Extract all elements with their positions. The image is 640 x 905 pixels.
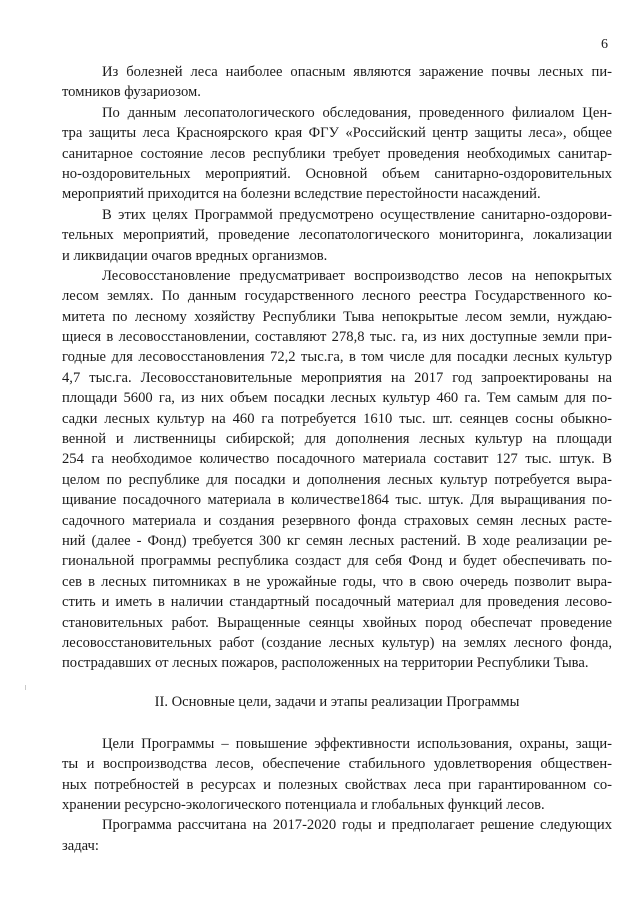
text-line: гиональной программы республика создаст для себя Фонд и будет обеспечивать по-	[62, 553, 612, 570]
text-line: становительных работ. Выращенные сеянцы хвойных пород обеспечат проведение	[62, 614, 612, 631]
text-line: щиеся в лесовосстановлении, составляют 278,8 тыс. га, из них доступные земли при-	[62, 329, 612, 346]
text-line: По данным лесопатологического обследования, проведенного филиалом Цен-	[102, 104, 612, 121]
text-line: лесом землях. По данным государственного лесного реестра Государственного ко-	[62, 288, 612, 305]
text-line: тра защиты леса Красноярского края ФГУ «Российский центр защиты леса», общее	[62, 125, 612, 142]
text-line: 4,7 тыс.га. Лесовосстановительные мероприятия на 2017 год запроектированы на	[62, 369, 612, 386]
text-line: ных потребностей в ресурсах и полезных свойствах леса при гарантированном со-	[62, 776, 612, 793]
spacer	[62, 674, 612, 692]
text-line: Лесовосстановление предусматривает воспроизводство лесов на непокрытых	[102, 267, 612, 284]
spacer	[62, 712, 612, 734]
text-line: венной и лиственницы сибирской; для дополнения лесных культур на площади	[62, 431, 612, 448]
text-line: 254 га необходимое количество посадочного материала составит 127 тыс. штук. В	[62, 451, 612, 468]
document-body	[62, 62, 612, 856]
text-line: ты и воспроизводства лесов, обеспечение стабильного удовлетворения обществен-	[62, 756, 612, 773]
text-line: садочного материала и создания резервного фонда страховых семян лесных расте-	[62, 512, 612, 529]
paragraph	[62, 266, 612, 674]
text-line: целом по республике для посадки и дополнения лесных культур потребуется выра-	[62, 471, 612, 488]
text-line: лесовосстановительных работ (создание лесных культур) на землях лесного фонда,	[62, 634, 612, 651]
text-line: Из болезней леса наиболее опасным являются заражение почвы лесных пи-	[102, 64, 612, 80]
section-heading: II. Основные цели, задачи и этапы реализации Программы	[154, 693, 520, 710]
text-line: мероприятий приходится на болезни вследствие перестойности насаждений.	[62, 186, 541, 203]
paragraph	[62, 734, 612, 816]
text-line: сев в лесных питомниках в не урожайные годы, что в свою очередь позволит выра-	[62, 573, 612, 590]
text-line: томников фузариозом.	[62, 84, 201, 101]
text-line: но-оздоровительных мероприятий. Основной объем санитарно-оздоровительных	[62, 165, 612, 182]
paragraph	[62, 103, 612, 205]
text-line: Программа рассчитана на 2017-2020 годы и предполагает решение следующих	[102, 817, 612, 834]
text-line: хранении ресурсно-экологического потенциала и глобальных функций лесов.	[62, 796, 545, 813]
paragraph	[62, 815, 612, 856]
margin-mark	[25, 685, 26, 690]
paragraph	[62, 62, 612, 103]
text-line: стить и иметь в наличии стандартный посадочный материал для проведения лесово-	[62, 594, 612, 611]
text-line: митета по лесному хозяйству Республики Тыва непокрытые лесом земли, нуждаю-	[62, 308, 612, 325]
text-line: площади 5600 га, из них объем посадки лесных культур 460 га. Тем самым для по-	[62, 390, 612, 407]
page-number: 6	[601, 37, 608, 52]
text-line: задач:	[62, 837, 99, 854]
text-line: ний (далее - Фонд) требуется 300 кг семян лесных растений. В ходе реализации ре-	[62, 532, 612, 549]
text-line: пострадавших от лесных пожаров, расположенных на территории Республики Тыва.	[62, 655, 589, 672]
text-line: щивание посадочного материала в количестве1864 тыс. штук. Для выращивания по-	[62, 492, 612, 509]
text-line: В этих целях Программой предусмотрено осуществление санитарно-оздорови-	[102, 206, 612, 223]
text-line: санитарное состояние лесов республики требует проведения необходимых санитар-	[62, 145, 612, 162]
paragraphs-after-heading	[62, 734, 612, 856]
text-line: Цели Программы – повышение эффективности использования, охраны, защи-	[102, 735, 612, 752]
paragraphs-before-heading	[62, 62, 612, 674]
text-line: и ликвидации очагов вредных организмов.	[62, 247, 328, 264]
text-line: тельных мероприятий, проведение лесопатологического мониторинга, локализации	[62, 227, 612, 244]
text-line: садки лесных культур на 460 га потребуется 1610 тыс. шт. сеянцев сосны обыкно-	[62, 410, 612, 427]
text-line: годные для лесовосстановления 72,2 тыс.га, в том числе для посадки лесных культур	[62, 349, 612, 366]
paragraph	[62, 205, 612, 266]
